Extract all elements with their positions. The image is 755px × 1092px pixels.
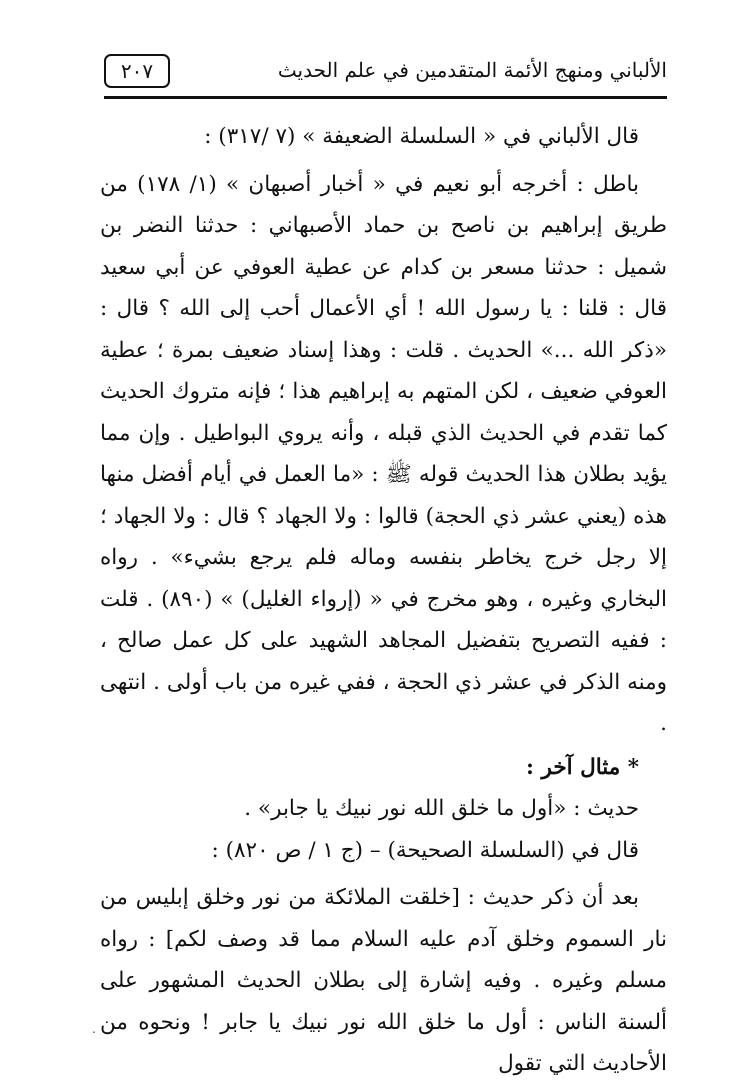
section-heading: * مثال آخر : — [526, 754, 639, 780]
citation-intro: قال الألباني في « السلسلة الضعيفة » (٧ /٣١٧) : — [204, 124, 639, 149]
body-text — [100, 116, 667, 1085]
page-header — [104, 48, 667, 94]
footer-mark: . — [92, 1022, 96, 1036]
hadith-quote: حديث : «أول ما خلق الله نور نبيك يا جابر» . — [244, 796, 639, 821]
citation-source: قال في (السلسلة الصحيحة) – (ج ١ / ص ٨٢٠) : — [211, 837, 639, 863]
hadith-analysis-paragraph: باطل : أخرجه أبو نعيم في « أخبار أصبهان » (١/ ١٧٨) من طريق إبراهيم بن ناصح بن حماد الأصبهاني : حدثنا النضر بن شميل : حدثنا مسعر بن كدام عن عطية العوفي عن أبي سعيد قال : قلنا : يا رسول الله ! أي الأعمال أحب إلى الله ؟ قال : «ذكر الله ...» الحديث . قلت : وهذا إسناد ضعيف بمرة ؛ عطية العوفي ضعيف ، لكن المتهم به إبراهيم هذا ؛ فإنه متروك الحديث كما تقدم في الحديث الذي قبله ، وأنه يروي البواطيل . وإن مما يؤيد بطلان هذا الحديث قوله ﷺ : «ما العمل في أيام أفضل منها هذه (يعني عشر ذي الحجة) قالوا : ولا الجهاد ؟ قال : ولا الجهاد ؛ إلا رجل خرج يخاطر بنفسه وماله فلم يرجع بشيء» . رواه البخاري وغيره ، وهو مخرج في « (إرواء الغليل) » (٨٩٠) . قلت : ففيه التصريح بتفضيل المجاهد الشهيد على كل عمل صالح ، ومنه الذكر في عشر ذي الحجة ، ففي غيره من باب أولى . انتهى . — [100, 171, 667, 736]
page-number: ٢٠٧ — [104, 54, 170, 88]
commentary-paragraph: بعد أن ذكر حديث : [خلقت الملائكة من نور وخلق إبليس من نار السموم وخلق آدم عليه السلام مما قد وصف لكم] : رواه مسلم وغيره . وفيه إشارة إلى بطلان الحديث المشهور على ألسنة الناس : أول ما خلق الله نور نبيك يا جابر ! ونحوه من الأحاديث التي تقول — [100, 885, 667, 1076]
header-divider — [104, 96, 667, 99]
running-title: الألباني ومنهج الأئمة المتقدمين في علم الحديث — [277, 58, 667, 82]
